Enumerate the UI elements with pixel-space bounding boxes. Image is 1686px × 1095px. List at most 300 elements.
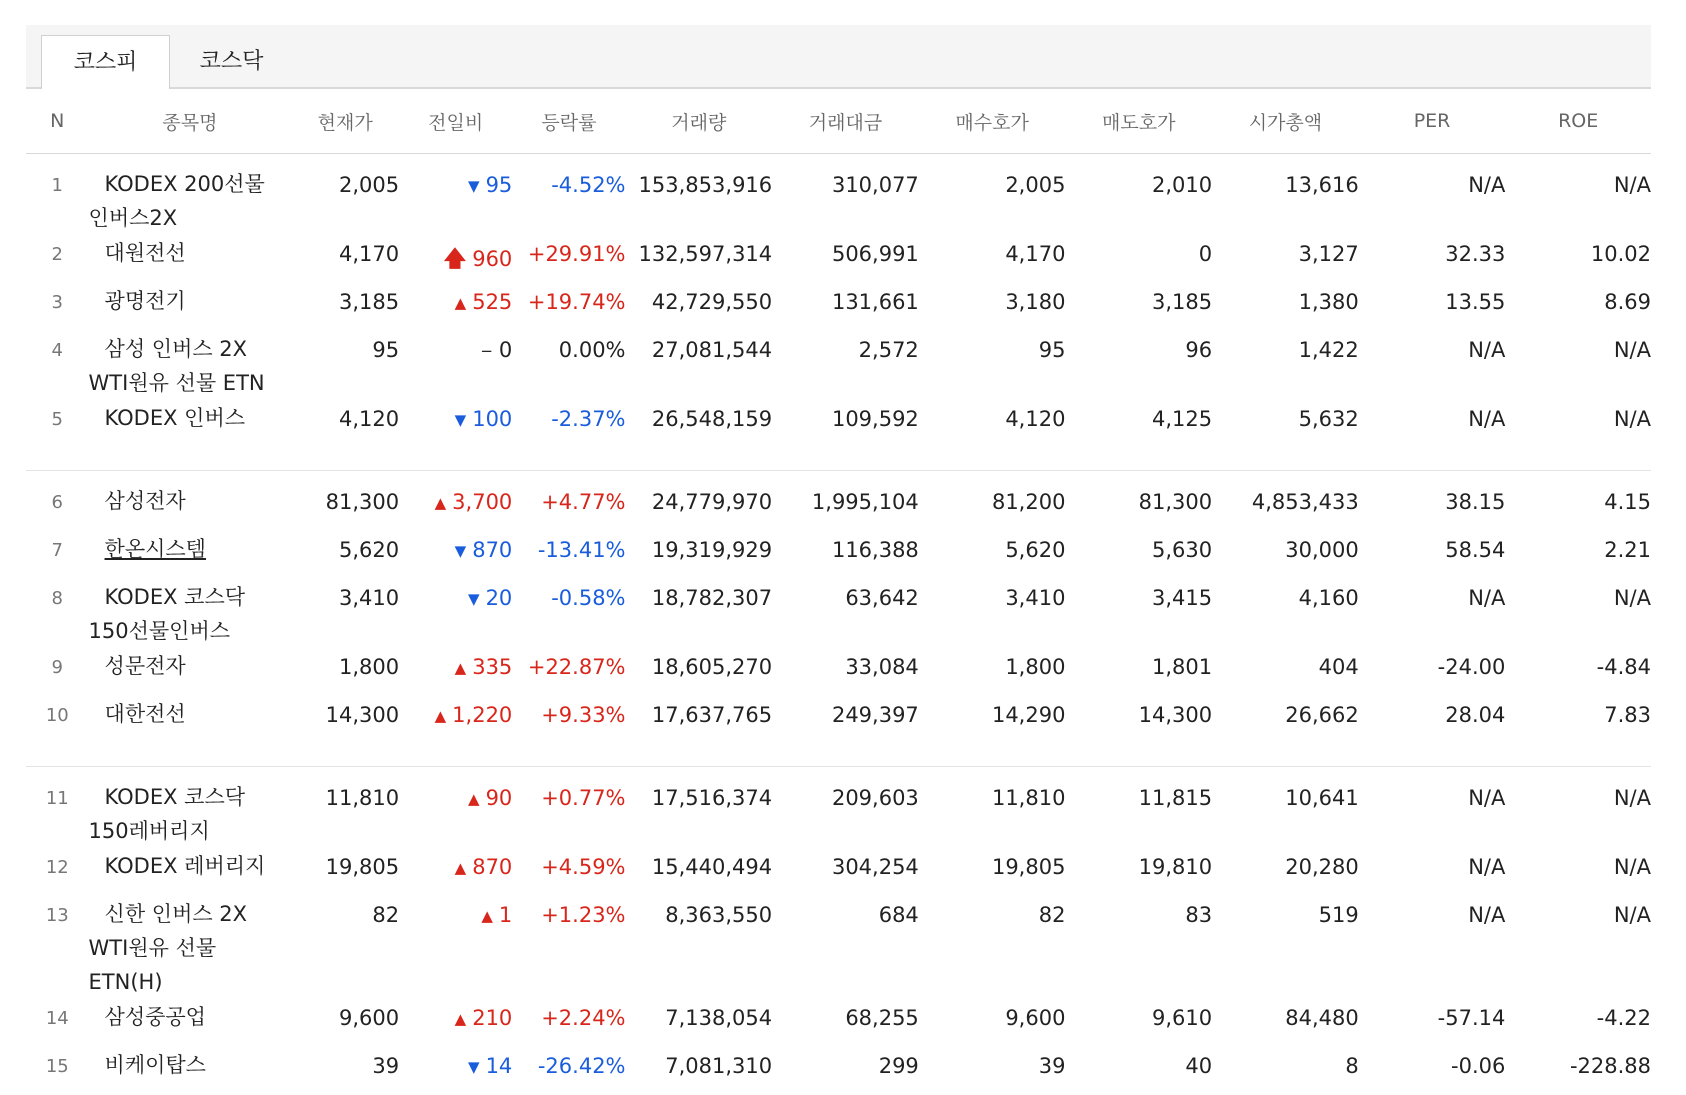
row-number: 13: [45, 905, 69, 926]
trade-volume: 7,138,054: [665, 1006, 773, 1030]
cell-rate: [512, 648, 625, 696]
change-value: 960: [472, 247, 513, 271]
cell-n: [26, 648, 89, 696]
ask-price: 3,415: [1151, 586, 1213, 610]
per-value: N/A: [1468, 786, 1506, 810]
cell-per: [1359, 331, 1506, 400]
cell-per: [1359, 1047, 1506, 1095]
trade-volume: 27,081,544: [651, 338, 773, 362]
current-price: 1,800: [338, 655, 400, 679]
roe-value: N/A: [1613, 173, 1651, 197]
stock-name-link[interactable]: 삼성중공업: [104, 1005, 206, 1029]
current-price: 2,005: [338, 173, 400, 197]
cell-price: [291, 483, 399, 531]
col-header-change: 전일비: [399, 89, 512, 154]
stock-name-link[interactable]: KODEX 레버리지: [104, 854, 266, 878]
bid-price: 95: [1038, 338, 1066, 362]
change-rate: +29.91%: [527, 242, 626, 266]
market-cap: 84,480: [1285, 1006, 1359, 1030]
market-cap: 13,616: [1285, 173, 1359, 197]
stock-name-link[interactable]: 삼성 인버스 2X WTI원유 선물 ETN: [88, 337, 265, 395]
cell-n: [26, 166, 89, 235]
cell-roe: [1505, 400, 1651, 448]
table-row[interactable]: [26, 331, 1651, 400]
roe-value: 2.21: [1604, 538, 1651, 562]
cell-volume: [626, 531, 773, 579]
cell-volume: [626, 235, 773, 283]
change-rate: 0.00%: [558, 338, 626, 362]
bid-price: 5,620: [1005, 538, 1066, 562]
cell-amount: [772, 779, 919, 848]
table-row[interactable]: [26, 779, 1651, 848]
trade-volume: 153,853,916: [638, 173, 773, 197]
cell-price: [291, 579, 399, 648]
trade-amount: 63,642: [845, 586, 919, 610]
bid-price: 3,410: [1005, 586, 1066, 610]
cell-bid: [919, 283, 1066, 331]
roe-value: N/A: [1613, 586, 1651, 610]
change-rate: +4.77%: [541, 490, 626, 514]
per-value: N/A: [1468, 338, 1506, 362]
current-price: 14,300: [325, 703, 400, 727]
cell-name: [89, 848, 292, 896]
change-rate: -13.41%: [537, 538, 626, 562]
trade-volume: 7,081,310: [665, 1054, 773, 1078]
tab-kosdaq[interactable]: 코스닥: [199, 49, 264, 74]
cell-cap: [1212, 283, 1359, 331]
cell-ask: [1065, 779, 1212, 848]
cell-price: [291, 1047, 399, 1095]
cell-per: [1359, 848, 1506, 896]
row-number: 10: [45, 705, 69, 726]
ask-price: 11,815: [1138, 786, 1213, 810]
roe-value: -4.84: [1596, 655, 1651, 679]
cell-amount: [772, 166, 919, 235]
cell-bid: [919, 166, 1066, 235]
current-price: 19,805: [325, 855, 400, 879]
cell-cap: [1212, 235, 1359, 283]
market-cap: 30,000: [1285, 538, 1359, 562]
table-row[interactable]: [26, 648, 1651, 696]
cell-n: [26, 235, 89, 283]
up-triangle-icon: ▲: [454, 859, 467, 877]
cell-amount: [772, 400, 919, 448]
cell-bid: [919, 579, 1066, 648]
trade-volume: 24,779,970: [651, 490, 773, 514]
per-value: -57.14: [1437, 1006, 1506, 1030]
cell-cap: [1212, 579, 1359, 648]
cell-change: [399, 648, 512, 696]
stock-name-link[interactable]: 한온시스템: [104, 537, 206, 561]
bid-price: 82: [1038, 903, 1066, 927]
table-row[interactable]: [26, 235, 1651, 283]
cell-per: [1359, 999, 1506, 1047]
stock-name-link[interactable]: 삼성전자: [104, 489, 186, 513]
cell-name: [89, 779, 292, 848]
trade-amount: 299: [878, 1054, 919, 1078]
group-spacer: [26, 767, 1651, 780]
cell-ask: [1065, 166, 1212, 235]
market-tab-bar: [26, 25, 1651, 89]
cell-rate: [512, 1047, 625, 1095]
ask-price: 4,125: [1151, 407, 1213, 431]
trade-amount: 116,388: [831, 538, 919, 562]
current-price: 4,170: [338, 242, 400, 266]
change-rate: +9.33%: [541, 703, 626, 727]
table-row[interactable]: [26, 166, 1651, 235]
cell-cap: [1212, 331, 1359, 400]
market-cap: 1,422: [1298, 338, 1359, 362]
cell-roe: [1505, 531, 1651, 579]
current-price: 39: [372, 1054, 400, 1078]
trade-volume: 26,548,159: [651, 407, 773, 431]
change-rate: +4.59%: [541, 855, 626, 879]
cell-roe: [1505, 648, 1651, 696]
col-header-amount: 거래대금: [772, 89, 919, 154]
trade-amount: 304,254: [831, 855, 919, 879]
cell-name: [89, 331, 292, 400]
cell-bid: [919, 999, 1066, 1047]
spacer-cell: [26, 767, 1651, 780]
bid-price: 11,810: [991, 786, 1066, 810]
cell-bid: [919, 483, 1066, 531]
change-value: 525: [472, 290, 513, 314]
current-price: 4,120: [338, 407, 400, 431]
cell-amount: [772, 235, 919, 283]
stock-name-link[interactable]: KODEX 코스닥150레버리지: [88, 785, 246, 843]
cell-rate: [512, 283, 625, 331]
trade-amount: 33,084: [845, 655, 919, 679]
cell-rate: [512, 400, 625, 448]
stock-name-link[interactable]: KODEX 인버스: [104, 406, 246, 430]
cell-name: [89, 579, 292, 648]
cell-per: [1359, 779, 1506, 848]
up-triangle-icon: ▲: [434, 707, 447, 725]
cell-change: [399, 696, 512, 744]
change-rate: +22.87%: [527, 655, 626, 679]
roe-value: N/A: [1613, 903, 1651, 927]
cell-volume: [626, 648, 773, 696]
cell-n: [26, 1047, 89, 1095]
cell-ask: [1065, 483, 1212, 531]
cell-name: [89, 648, 292, 696]
per-value: 13.55: [1445, 290, 1506, 314]
cell-roe: [1505, 896, 1651, 999]
group-spacer: [26, 471, 1651, 484]
cell-ask: [1065, 648, 1212, 696]
market-cap: 404: [1318, 655, 1359, 679]
ask-price: 1,801: [1151, 655, 1213, 679]
change-value: 210: [472, 1006, 513, 1030]
market-cap: 1,380: [1298, 290, 1359, 314]
trade-amount: 131,661: [831, 290, 919, 314]
col-header-rate: 등락률: [512, 89, 625, 154]
cell-cap: [1212, 999, 1359, 1047]
cell-change: [399, 400, 512, 448]
spacer-cell: [26, 471, 1651, 484]
trade-amount: 109,592: [831, 407, 919, 431]
cell-roe: [1505, 331, 1651, 400]
cell-n: [26, 331, 89, 400]
change-rate: +2.24%: [541, 1006, 626, 1030]
down-triangle-icon: ▼: [468, 590, 480, 608]
change-rate: -0.58%: [551, 586, 626, 610]
cell-change: [399, 235, 512, 283]
col-header-n: N: [26, 89, 89, 154]
cell-name: [89, 235, 292, 283]
cell-price: [291, 896, 399, 999]
col-header-name: 종목명: [89, 89, 292, 154]
cell-name: [89, 483, 292, 531]
cell-cap: [1212, 1047, 1359, 1095]
cell-cap: [1212, 166, 1359, 235]
market-cap: 4,160: [1298, 586, 1359, 610]
change-value: 1,220: [452, 703, 513, 727]
table-row[interactable]: [26, 400, 1651, 448]
roe-value: -4.22: [1596, 1006, 1651, 1030]
stock-name-link[interactable]: 신한 인버스 2X WTI원유 선물 ETN(H): [88, 902, 248, 994]
cell-per: [1359, 235, 1506, 283]
table-row[interactable]: [26, 999, 1651, 1047]
ask-price: 81,300: [1138, 490, 1213, 514]
cell-roe: [1505, 696, 1651, 744]
per-value: N/A: [1468, 173, 1506, 197]
per-value: N/A: [1468, 586, 1506, 610]
change-rate: +19.74%: [527, 290, 626, 314]
cell-price: [291, 531, 399, 579]
trade-volume: 18,605,270: [651, 655, 773, 679]
trade-amount: 68,255: [845, 1006, 919, 1030]
col-header-per: PER: [1359, 89, 1506, 154]
change-value: 20: [485, 586, 513, 610]
cell-bid: [919, 1047, 1066, 1095]
up-triangle-icon: ▲: [468, 790, 480, 808]
cell-per: [1359, 696, 1506, 744]
cell-bid: [919, 331, 1066, 400]
cell-rate: [512, 896, 625, 999]
cell-amount: [772, 896, 919, 999]
cell-name: [89, 283, 292, 331]
row-number: 5: [51, 409, 63, 430]
cell-roe: [1505, 283, 1651, 331]
cell-roe: [1505, 1047, 1651, 1095]
col-header-ask: 매도호가: [1065, 89, 1212, 154]
ask-price: 96: [1185, 338, 1213, 362]
trade-volume: 42,729,550: [651, 290, 773, 314]
change-value: 3,700: [452, 490, 513, 514]
cell-cap: [1212, 896, 1359, 999]
cell-rate: [512, 779, 625, 848]
stock-name-link[interactable]: 광명전기: [104, 289, 186, 313]
ask-price: 2,010: [1151, 173, 1213, 197]
per-value: -24.00: [1437, 655, 1506, 679]
cell-change: [399, 283, 512, 331]
cell-rate: [512, 848, 625, 896]
up-triangle-icon: ▲: [454, 659, 467, 677]
divider-cell: [26, 448, 1651, 471]
cell-volume: [626, 331, 773, 400]
row-number: 15: [45, 1056, 69, 1077]
cell-rate: [512, 531, 625, 579]
cell-ask: [1065, 235, 1212, 283]
cell-rate: [512, 696, 625, 744]
cell-cap: [1212, 531, 1359, 579]
cell-price: [291, 848, 399, 896]
per-value: 28.04: [1445, 703, 1506, 727]
current-price: 3,410: [338, 586, 400, 610]
cell-amount: [772, 1047, 919, 1095]
group-spacer: [26, 154, 1651, 167]
row-number: 14: [45, 1008, 69, 1029]
cell-change: [399, 166, 512, 235]
divider-cell: [26, 744, 1651, 767]
cell-cap: [1212, 696, 1359, 744]
change-value: 870: [472, 855, 513, 879]
current-price: 11,810: [325, 786, 400, 810]
cell-change: [399, 779, 512, 848]
cell-price: [291, 235, 399, 283]
stock-name-link[interactable]: KODEX 200선물인버스2X: [88, 172, 265, 230]
bid-price: 2,005: [1005, 173, 1066, 197]
cell-per: [1359, 283, 1506, 331]
stock-name-link[interactable]: 대원전선: [104, 241, 186, 265]
cell-n: [26, 283, 89, 331]
up-triangle-icon: ▲: [454, 1010, 467, 1028]
table-row[interactable]: [26, 896, 1651, 999]
market-cap: 4,853,433: [1251, 490, 1359, 514]
bid-price: 3,180: [1005, 290, 1066, 314]
row-number: 12: [45, 857, 69, 878]
trade-volume: 19,319,929: [651, 538, 773, 562]
cell-n: [26, 400, 89, 448]
cell-bid: [919, 531, 1066, 579]
per-value: N/A: [1468, 407, 1506, 431]
cell-roe: [1505, 779, 1651, 848]
table-row[interactable]: [26, 579, 1651, 648]
table-row[interactable]: [26, 283, 1651, 331]
stock-name-link[interactable]: 성문전자: [104, 654, 186, 678]
stock-name-link[interactable]: KODEX 코스닥150선물인버스: [88, 585, 246, 643]
cell-amount: [772, 648, 919, 696]
cell-volume: [626, 283, 773, 331]
cell-rate: [512, 483, 625, 531]
group-divider: [26, 448, 1651, 471]
table-header: [26, 89, 1651, 154]
trade-volume: 18,782,307: [651, 586, 773, 610]
table-row[interactable]: [26, 531, 1651, 579]
cell-ask: [1065, 579, 1212, 648]
market-cap: 3,127: [1298, 242, 1359, 266]
cell-name: [89, 999, 292, 1047]
cell-amount: [772, 999, 919, 1047]
cell-ask: [1065, 331, 1212, 400]
cell-volume: [626, 779, 773, 848]
trade-amount: 249,397: [831, 703, 919, 727]
table-row[interactable]: [26, 1047, 1651, 1095]
cell-price: [291, 648, 399, 696]
cell-n: [26, 896, 89, 999]
ask-price: 14,300: [1138, 703, 1213, 727]
row-number: 11: [45, 788, 69, 809]
change-value: 90: [485, 786, 513, 810]
cell-change: [399, 531, 512, 579]
ask-price: 5,630: [1151, 538, 1213, 562]
cell-roe: [1505, 579, 1651, 648]
change-rate: -26.42%: [537, 1054, 626, 1078]
cell-rate: [512, 166, 625, 235]
stock-table: [26, 89, 1651, 1095]
col-header-price: 현재가: [291, 89, 399, 154]
change-rate: +0.77%: [541, 786, 626, 810]
roe-value: N/A: [1613, 338, 1651, 362]
change-value: 14: [485, 1054, 513, 1078]
cell-volume: [626, 1047, 773, 1095]
market-cap: 519: [1318, 903, 1359, 927]
col-header-cap: 시가총액: [1212, 89, 1359, 154]
trade-amount: 2,572: [858, 338, 919, 362]
cell-ask: [1065, 848, 1212, 896]
cell-n: [26, 779, 89, 848]
change-value: 1: [498, 903, 513, 927]
flat-dash-icon: −: [480, 342, 493, 360]
cell-price: [291, 696, 399, 744]
cell-price: [291, 400, 399, 448]
group-divider: [26, 744, 1651, 767]
ask-price: 19,810: [1138, 855, 1213, 879]
roe-value: N/A: [1613, 855, 1651, 879]
ask-price: 0: [1198, 242, 1213, 266]
cell-price: [291, 283, 399, 331]
cell-roe: [1505, 999, 1651, 1047]
cell-name: [89, 531, 292, 579]
cell-amount: [772, 696, 919, 744]
cell-change: [399, 896, 512, 999]
cell-bid: [919, 696, 1066, 744]
trade-volume: 17,637,765: [651, 703, 773, 727]
table-row[interactable]: [26, 696, 1651, 744]
cell-per: [1359, 579, 1506, 648]
cell-amount: [772, 579, 919, 648]
cell-name: [89, 1047, 292, 1095]
cell-per: [1359, 400, 1506, 448]
stock-name-link[interactable]: 비케이탑스: [104, 1053, 206, 1077]
cell-change: [399, 483, 512, 531]
bid-price: 19,805: [991, 855, 1066, 879]
cell-bid: [919, 235, 1066, 283]
stock-name-link[interactable]: 대한전선: [104, 702, 186, 726]
cell-change: [399, 579, 512, 648]
table-row[interactable]: [26, 848, 1651, 896]
tab-kospi[interactable]: 코스피: [41, 35, 170, 89]
cell-amount: [772, 848, 919, 896]
cell-ask: [1065, 1047, 1212, 1095]
change-value: 0: [498, 338, 513, 362]
row-number: 3: [51, 292, 63, 313]
cell-n: [26, 483, 89, 531]
cell-amount: [772, 483, 919, 531]
roe-value: -228.88: [1569, 1054, 1651, 1078]
cell-rate: [512, 999, 625, 1047]
market-cap: 8: [1345, 1054, 1359, 1078]
current-price: 81,300: [325, 490, 400, 514]
trade-amount: 1,995,104: [811, 490, 919, 514]
table-row[interactable]: [26, 483, 1651, 531]
cell-price: [291, 331, 399, 400]
current-price: 95: [372, 338, 400, 362]
row-number: 6: [51, 492, 63, 513]
cell-rate: [512, 235, 625, 283]
bid-price: 39: [1038, 1054, 1066, 1078]
